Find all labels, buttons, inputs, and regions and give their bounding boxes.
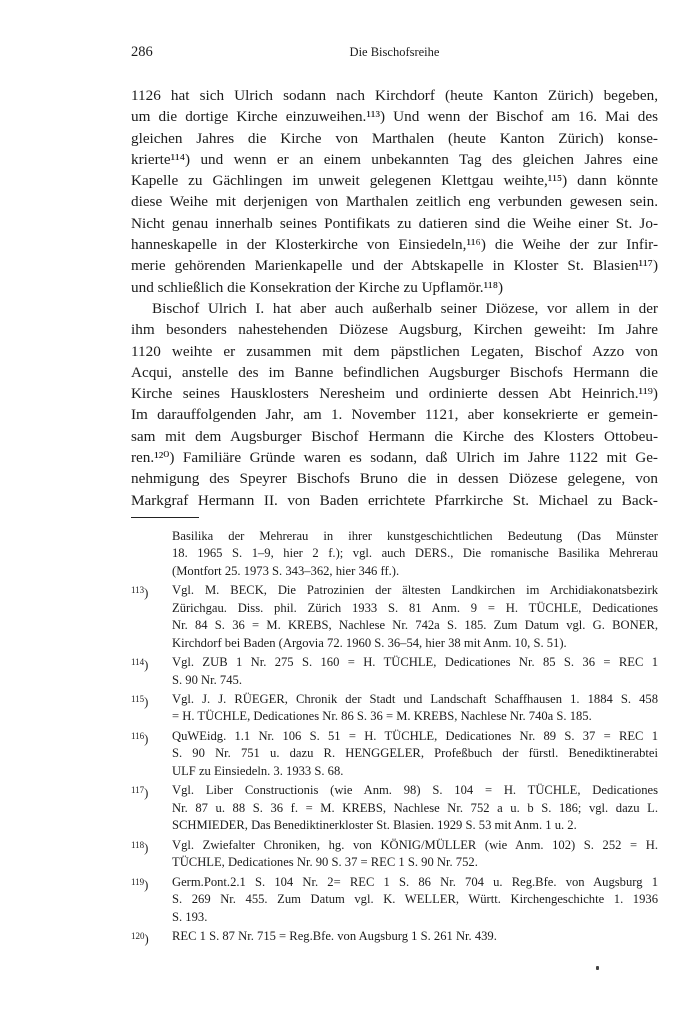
footnote-text <box>172 654 658 689</box>
footnote-line: S. 90 Nr. 751 u. dazu R. HENGGELER, Profeßbuch der fürstl. Benediktinerabtei <box>172 746 658 761</box>
footnote-line: (Montfort 25. 1973 S. 343–362, hier 346 ff.). <box>172 563 400 578</box>
footnote-text <box>172 837 658 872</box>
footnote <box>131 582 658 652</box>
footnote-marker: $^{119}$) <box>131 876 149 892</box>
footnote-line: Vgl. Liber Constructionis (wie Anm. 98) S. 104 = H. TÜCHLE, Dedicationes <box>172 783 658 798</box>
footnote <box>131 837 658 872</box>
text-line: Acqui, anstelle des im Banne befindlichen Augsburger Bischofs Hermann die <box>131 363 658 381</box>
footnote-marker: $^{117}$) <box>131 785 149 801</box>
text-line: und schließlich die Konsekration der Kirche zu Upflamör.¹¹⁸) <box>131 278 504 296</box>
footnote-number: 120 <box>131 931 145 942</box>
text-line: merie gehörenden Marienkapelle und der Abtskapelle in Kloster St. Blasien¹¹⁷) <box>131 257 658 275</box>
text-line: Nicht genau innerhalb seines Pontifikats zu datieren sind die Weihe einer St. Jo- <box>131 214 658 232</box>
footnote <box>131 728 658 780</box>
text-line: krierte¹¹⁴) und wenn er an einem unbekannten Tag des gleichen Jahres eine <box>131 150 658 168</box>
footnote-line: Basilika der Mehrerau in ihrer kunstgeschichtlichen Bedeutung (Das Münster <box>172 529 658 543</box>
footnote-line: Zürichgau. Diss. phil. Zürich 1933 S. 81 Anm. 9 = H. TÜCHLE, Dedicationes <box>172 600 658 615</box>
footnote-text <box>172 691 658 726</box>
footnote-line: Germ.Pont.2.1 S. 104 Nr. 2= REC 1 S. 86 Nr. 704 u. Reg.Bfe. von Augsburg 1 <box>172 874 658 889</box>
text-line: 1120 weihte er zusammen mit dem päpstlichen Legaten, Bischof Azzo von <box>131 342 658 360</box>
footnote-line: Vgl. M. BECK, Die Patrozinien der ältesten Landkirchen im Archidiakonatsbezirk <box>172 583 658 598</box>
text-line: ihm besonders nahestehenden Diözese Augsburg, Kirchen geweiht: Im Jahre <box>131 321 658 339</box>
footnote-marker: $^{118}$) <box>131 839 149 855</box>
footnote-line: Nr. 87 u. 88 S. 36 f. = M. KREBS, Nachlese Nr. 752 a u. b S. 186; vgl. dazu L. <box>172 800 658 815</box>
footnote-text <box>172 874 658 926</box>
footnote-line: = H. TÜCHLE, Dedicationes Nr. 86 S. 36 = M. KREBS, Nachlese Nr. 740a S. 185. <box>172 709 592 724</box>
text-line: Kapelle zu Gächlingen im unweit gelegenen Klettgau weihte,¹¹⁵) dann könnte <box>131 172 658 190</box>
footnote-marker: $^{116}$) <box>131 731 149 747</box>
footnote <box>131 928 658 945</box>
text-line: sam mit dem Augsburger Bischof Hermann die Kirche des Klosters Ottobeu- <box>131 427 658 445</box>
footnote-line: S. 90 Nr. 745. <box>172 672 242 687</box>
footnote-number: 119 <box>131 876 145 887</box>
footnotes <box>131 528 658 948</box>
footnote-number: 117 <box>131 785 145 796</box>
text-line: Bischof Ulrich I. hat aber auch außerhalb seiner Diözese, vor allem in der <box>152 299 658 317</box>
footnote-number: 113 <box>131 585 145 596</box>
footnote <box>131 874 658 926</box>
footnote-text <box>172 928 658 945</box>
footnote-line: S. 193. <box>172 909 208 924</box>
footnote-marker: $^{115}$) <box>131 694 149 710</box>
footnote-line: S. 269 Nr. 455. Zum Datum vgl. K. WELLER, Württ. Kirchengeschichte 1. 1936 <box>172 892 658 907</box>
footnote-line: Vgl. ZUB 1 Nr. 275 S. 160 = H. TÜCHLE, Dedicationes Nr. 85 S. 36 = REC 1 <box>172 655 658 670</box>
footnote-text <box>172 728 658 780</box>
text-line: Kirche seines Hausklosters Neresheim und ordinierte dessen Abt Heinrich.¹¹⁹) <box>131 385 658 403</box>
text-line: nehmigung des Speyrer Bischofs Bruno die in dessen Diözese gelegene, von <box>131 470 658 488</box>
footnote-line: QuWEidg. 1.1 Nr. 106 S. 51 = H. TÜCHLE, Dedicationes Nr. 89 S. 37 = REC 1 <box>172 729 658 744</box>
footnote-marker: $^{114}$) <box>131 657 149 673</box>
text-line: Im darauffolgenden Jahr, am 1. November 1121, aber konsekrierte er gemein- <box>131 406 658 424</box>
main-text <box>131 85 658 511</box>
text-line: gleichen Jahres die Kirche von Marthalen (heute Kanton Zürich) konse- <box>131 129 658 147</box>
page-number: 286 <box>131 44 153 60</box>
footnote-line: ULF zu Einsiedeln. 3. 1933 S. 68. <box>172 763 344 778</box>
footnote-number: 116 <box>131 731 145 742</box>
footnote-separator <box>131 517 199 518</box>
footnote-marker: $^{120}$) <box>131 931 149 947</box>
text-line: Markgraf Hermann II. von Baden errichtete Pfarrkirche St. Michael zu Back- <box>131 491 658 509</box>
footnote-line: 18. 1965 S. 1–9, hier 2 f.); vgl. auch DERS., Die romanische Basilika Mehrerau <box>172 546 658 561</box>
page-header <box>131 44 658 64</box>
footnote-line: Vgl. Zwiefalter Chroniken, hg. von KÖNIG/MÜLLER (wie Anm. 102) S. 252 = H. <box>172 837 658 852</box>
print-speck <box>596 966 599 970</box>
text-line: ren.¹²⁰) Familiäre Gründe waren es sodann, daß Ulrich im Jahre 1122 mit Ge- <box>131 449 658 467</box>
text-line: um die dortige Kirche einzuweihen.¹¹³) Und wenn der Bischof am 16. Mai des <box>131 108 658 126</box>
footnote <box>131 782 658 834</box>
footnote <box>131 691 658 726</box>
footnote-line: Nr. 84 S. 36 = M. KREBS, Nachlese Nr. 742a S. 185. Zum Datum vgl. G. BONER, <box>172 618 658 633</box>
footnote-text <box>172 782 658 834</box>
footnote-number: 118 <box>131 839 145 850</box>
text-line: hanneskapelle in der Klosterkirche von Einsiedeln,¹¹⁶) die Weihe der zur Infir- <box>131 236 658 254</box>
footnote-number: 114 <box>131 657 145 668</box>
footnote-line: Kirchdorf bei Baden (Argovia 72. 1960 S. 36–54, hier 38 mit Anm. 10, S. 51). <box>172 635 567 650</box>
footnote <box>131 528 658 580</box>
footnote-line: Vgl. J. J. RÜEGER, Chronik der Stadt und Landschaft Schaffhausen 1. 1884 S. 458 <box>172 692 658 707</box>
footnote-line: TÜCHLE, Dedicationes Nr. 90 S. 37 = REC 1 S. 90 Nr. 752. <box>172 855 478 870</box>
text-line: diese Weihe mit derjenigen von Marthalen zeitlich eng verbunden gewesen sein. <box>131 193 658 211</box>
footnote-text <box>172 528 658 580</box>
footnote-line: REC 1 S. 87 Nr. 715 = Reg.Bfe. von Augsburg 1 S. 261 Nr. 439. <box>172 929 497 944</box>
footnote-marker: $^{113}$) <box>131 585 149 601</box>
footnote-text <box>172 582 658 652</box>
footnote-line: SCHMIEDER, Das Benediktinerkloster St. Blasien. 1929 S. 53 mit Anm. 1 u. 2. <box>172 818 577 833</box>
text-line: 1126 hat sich Ulrich sodann nach Kirchdorf (heute Kanton Zürich) begeben, <box>131 87 658 104</box>
footnote-number: 115 <box>131 694 145 705</box>
footnote <box>131 654 658 689</box>
running-title: Die Bischofsreihe <box>349 45 440 59</box>
